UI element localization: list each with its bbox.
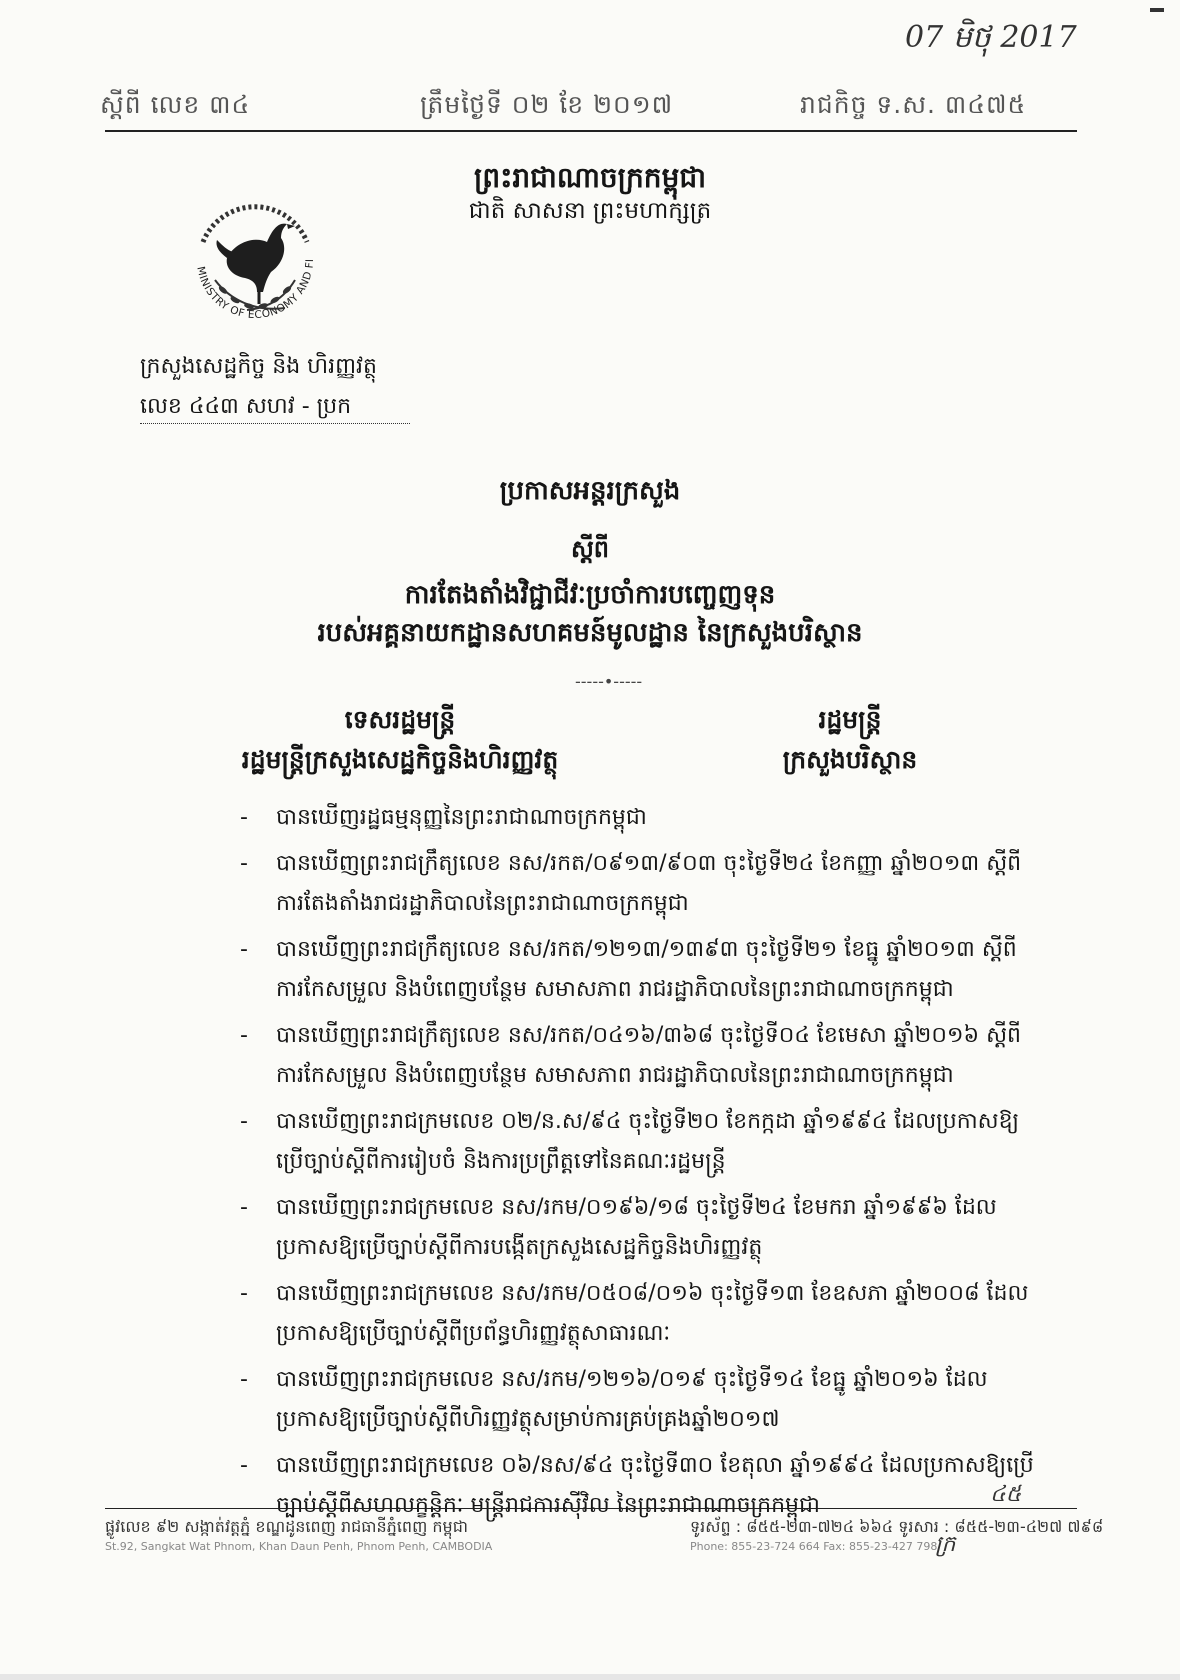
national-motto: ជាតិ សាសនា ព្រះមហាក្សត្រ xyxy=(468,198,712,224)
reference-text: បានឃើញព្រះរាជក្រមលេខ នស/រកម/១២១៦/០១៩ ចុះថ្ងៃទី១៤ ខែធ្នូ ឆ្នាំ២០១៦ ដែលប្រកាសឱ្យប្រើច្បាប់ស្តីពីហិរញ្ញវត្ថុសម្រាប់ការគ្រប់គ្រងឆ្នាំ២០១៧ xyxy=(276,1367,988,1432)
reference-text: បានឃើញព្រះរាជក្រឹត្យលេខ នស/រកត/០៩១៣/៩០៣ ចុះថ្ងៃទី២៤ ខែកញ្ញា ឆ្នាំ២០១៣ ស្តីពីការតែងតាំងរាជរដ្ឋាភិបាលនៃព្រះរាជាណាចក្រកម្ពុជា xyxy=(276,851,1022,916)
signatory-right xyxy=(740,700,960,780)
list-item xyxy=(240,1016,1040,1096)
list-item xyxy=(240,798,1040,838)
header-strip-left: ស្តីពី លេខ ៣៤ xyxy=(100,90,251,119)
dash-bullet: - xyxy=(240,1281,248,1306)
signatory-left-ministry: រដ្ឋមន្ត្រីក្រសួងសេដ្ឋកិច្ចនិងហិរញ្ញវត្ថុ xyxy=(241,745,559,774)
document-about: ស្តីពី xyxy=(570,535,610,563)
reference-text: បានឃើញព្រះរាជក្រមលេខ ០២/ន.ស/៩៤ ចុះថ្ងៃទី២០ ខែកក្កដា ឆ្នាំ១៩៩៤ ដែលប្រកាសឱ្យប្រើច្បាប់ស្តីពីការរៀបចំ និងការប្រព្រឹត្តទៅនៃគណៈរដ្ឋមន្ត្រី xyxy=(276,1109,1020,1174)
seal-icon xyxy=(175,180,335,340)
document-type: ប្រកាសអន្តរក្រសួង xyxy=(499,476,681,506)
footer-initials: ក្រ xyxy=(935,1532,956,1557)
dash-bullet: - xyxy=(240,937,248,962)
reference-text: បានឃើញរដ្ឋធម្មនុញ្ញនៃព្រះរាជាណាចក្រកម្ពុជា xyxy=(276,805,647,830)
list-item xyxy=(240,1188,1040,1268)
dash-bullet: - xyxy=(240,1109,248,1134)
list-item xyxy=(240,930,1040,1010)
dash-bullet: - xyxy=(240,1023,248,1048)
dash-bullet: - xyxy=(240,805,248,830)
page-mark: ៤៥ xyxy=(990,1482,1022,1507)
list-item xyxy=(240,1360,1040,1440)
references-list xyxy=(240,798,1040,1532)
seal-text: MINISTRY OF ECONOMY AND FI xyxy=(194,258,317,322)
list-item xyxy=(240,1274,1040,1354)
reference-text: បានឃើញព្រះរាជក្រមលេខ នស/រកម/០៥០៨/០១៦ ចុះថ្ងៃទី១៣ ខែឧសភា ឆ្នាំ២០០៨ ដែលប្រកាសឱ្យប្រើច្បាប់ស្តីពីប្រព័ន្ធហិរញ្ញវត្ថុសាធារណៈ xyxy=(276,1281,1029,1346)
ministry-seal xyxy=(175,180,335,340)
footer-rule xyxy=(105,1508,1077,1509)
signatory-right-ministry: ក្រសួងបរិស្ថាន xyxy=(782,745,918,774)
dash-bullet: - xyxy=(240,1453,248,1478)
document-title-line2: របស់អគ្គនាយកដ្ឋានសហគមន៍មូលដ្ឋាន នៃក្រសួងបរិស្ថាន xyxy=(317,618,863,648)
list-item xyxy=(240,1446,1040,1526)
document-title-line1: ការតែងតាំងវិជ្ជាជីវៈប្រចាំការបញ្ចេញទុន xyxy=(404,580,776,610)
footer-address-en: St.92, Sangkat Wat Phnom, Khan Daun Penh, Phnom Penh, CAMBODIA xyxy=(105,1540,493,1553)
dash-bullet: - xyxy=(240,1367,248,1392)
corner-mark xyxy=(1150,8,1164,12)
scan-edge xyxy=(0,1674,1180,1680)
reference-text: បានឃើញព្រះរាជក្រមលេខ ០៦/នស/៩៤ ចុះថ្ងៃទី៣០ ខែតុលា ឆ្នាំ១៩៩៤ ដែលប្រកាសឱ្យប្រើច្បាប់ស្តីពីសហលក្ខន្តិកៈ មន្ត្រីរាជការស៊ីវិល នៃព្រះរាជាណាចក្រកម្ពុជា xyxy=(276,1453,1034,1518)
reference-text: បានឃើញព្រះរាជក្រមលេខ នស/រកម/០១៩៦/១៨ ចុះថ្ងៃទី២៤ ខែមករា ឆ្នាំ១៩៩៦ ដែលប្រកាសឱ្យប្រើច្បាប់ស្តីពីការបង្កើតក្រសួងសេដ្ឋកិច្ចនិងហិរញ្ញវត្ថុ xyxy=(276,1195,997,1260)
signatory-left-title: ទេសរដ្ឋមន្ត្រី xyxy=(344,705,456,734)
footer-address: ផ្លូវលេខ ៩២ សង្កាត់វត្តភ្នំ ខណ្ឌដូនពេញ រាជធានីភ្នំពេញ កម្ពុជា xyxy=(105,1517,468,1536)
reference-number: លេខ ៤៤៣ សហវ - ប្រក xyxy=(140,394,352,419)
signatory-left xyxy=(200,700,600,780)
list-item xyxy=(240,1102,1040,1182)
ministry-name: ក្រសួងសេដ្ឋកិច្ច និង ហិរញ្ញវត្ថុ xyxy=(140,354,377,379)
list-item xyxy=(240,844,1040,924)
header-rule xyxy=(105,130,1077,132)
header-strip-right: រាជកិច្ច ទ.ស. ៣៤៧៥ xyxy=(800,90,1027,119)
reference-underline xyxy=(140,423,410,424)
reference-text: បានឃើញព្រះរាជក្រឹត្យលេខ នស/រកត/១២១៣/១៣៩៣ ចុះថ្ងៃទី២១ ខែធ្នូ ឆ្នាំ២០១៣ ស្តីពីការកែសម្រួល និងបំពេញបន្ថែម សមាសភាព រាជរដ្ឋាភិបាលនៃព្រះរាជាណាចក្រកម្ពុជា xyxy=(276,937,1017,1002)
dash-bullet: - xyxy=(240,1195,248,1220)
kingdom-heading: ព្រះរាជាណាចក្រកម្ពុជា xyxy=(473,161,706,194)
footer-contact: ទូរស័ព្ទ : ៨៥៥-២៣-៧២៤ ៦៦៤ ទូរសារ : ៨៥៥-២៣-៤២៧ ៧៩៨ xyxy=(690,1517,1104,1536)
header-strip-middle: ត្រឹមថ្ងៃទី ០២ ខែ ២០១៧ xyxy=(420,90,674,119)
dash-bullet: - xyxy=(240,851,248,876)
handwritten-date: 07 មិថុ 2017 xyxy=(905,20,1077,55)
footer-contact-en: Phone: 855-23-724 664 Fax: 855-23-427 798 xyxy=(690,1540,938,1553)
signatory-right-title: រដ្ឋមន្ត្រី xyxy=(818,705,882,734)
reference-text: បានឃើញព្រះរាជក្រឹត្យលេខ នស/រកត/០៤១៦/៣៦៨ ចុះថ្ងៃទី០៤ ខែមេសា ឆ្នាំ២០១៦ ស្តីពីការកែសម្រួល និងបំពេញបន្ថែម សមាសភាព រាជរដ្ឋាភិបាលនៃព្រះរាជាណាចក្រកម្ពុជា xyxy=(276,1023,1022,1088)
title-separator: -----•----- xyxy=(575,672,643,691)
